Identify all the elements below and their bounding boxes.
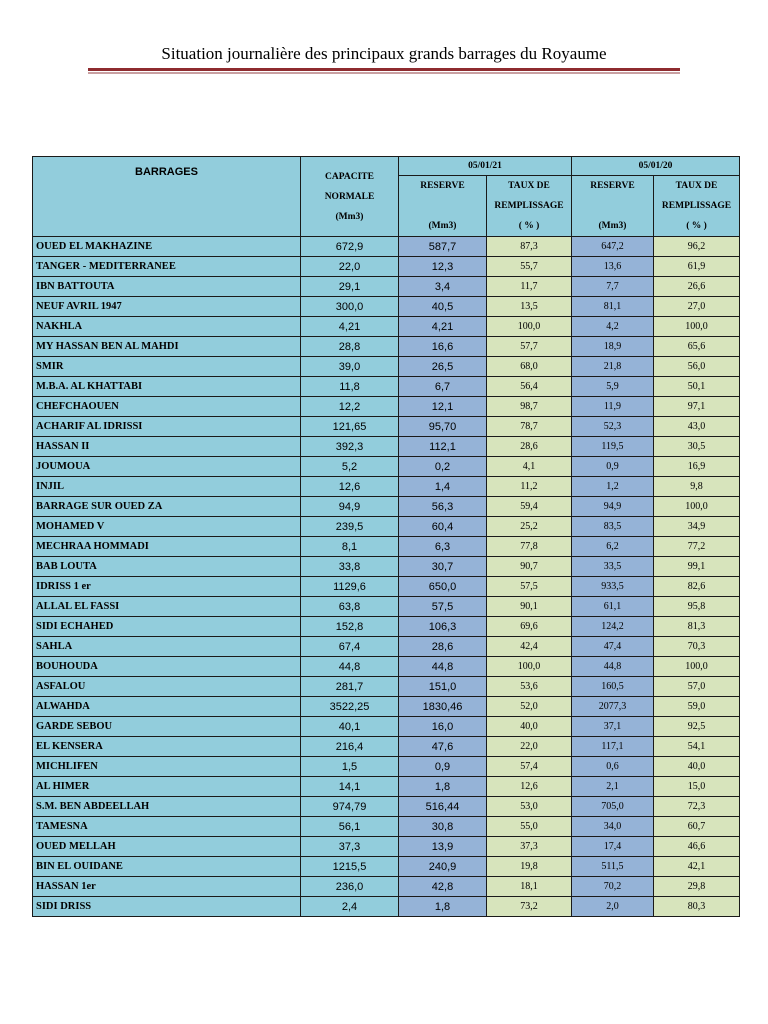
header-row-dates [33,157,740,176]
table-row [33,617,740,637]
reserve-2021-cell: 0,2 [399,457,487,477]
dam-name: MY HASSAN BEN AL MAHDI [33,337,301,357]
taux-2020-cell: 26,6 [654,277,740,297]
taux-header-line3: ( % ) [686,221,707,231]
capacity-header-line1: CAPACITE [325,171,374,182]
title-underline-shadow [88,72,680,74]
dam-name: ASFALOU [33,677,301,697]
capacity-cell: 29,1 [301,277,399,297]
reserve-2020-header [572,176,654,237]
taux-header-line1: TAUX DE [508,181,550,191]
reserve-header-line1: RESERVE [590,181,635,191]
dam-name: ALLAL EL FASSI [33,597,301,617]
reserve-header-line1: RESERVE [420,181,465,191]
dam-name: HASSAN 1er [33,877,301,897]
taux-2021-cell: 77,8 [487,537,572,557]
table-row [33,877,740,897]
taux-2021-cell: 18,1 [487,877,572,897]
reserve-2020-cell: 33,5 [572,557,654,577]
table-row [33,657,740,677]
dam-name: ALWAHDA [33,697,301,717]
reserve-2021-cell: 4,21 [399,317,487,337]
taux-header-line1: TAUX DE [675,181,718,191]
reserve-2021-cell: 516,44 [399,797,487,817]
reserve-2020-cell: 83,5 [572,517,654,537]
taux-2021-cell: 87,3 [487,237,572,257]
reserve-2021-cell: 151,0 [399,677,487,697]
taux-2021-cell: 25,2 [487,517,572,537]
reserve-2021-cell: 6,3 [399,537,487,557]
taux-2020-cell: 80,3 [654,897,740,917]
table-row [33,777,740,797]
taux-2021-cell: 73,2 [487,897,572,917]
taux-2020-cell: 81,3 [654,617,740,637]
page-title: Situation journalière des principaux grands barrages du Royaume [161,44,607,63]
taux-2021-header [487,176,572,237]
dam-name: EL KENSERA [33,737,301,757]
taux-2021-cell: 11,2 [487,477,572,497]
capacity-header-line2: NORMALE [324,191,375,202]
table-row [33,757,740,777]
capacity-cell: 14,1 [301,777,399,797]
table-row [33,357,740,377]
taux-header-line2: REMPLISSAGE [494,201,564,211]
date-2020-header: 05/01/20 [572,157,740,176]
reserve-2020-cell: 6,2 [572,537,654,557]
taux-2020-cell: 70,3 [654,637,740,657]
capacity-cell: 1,5 [301,757,399,777]
reserve-2021-cell: 3,4 [399,277,487,297]
capacity-header [301,157,399,237]
reserve-2020-cell: 117,1 [572,737,654,757]
capacity-cell: 12,2 [301,397,399,417]
table-row [33,637,740,657]
capacity-cell: 1129,6 [301,577,399,597]
reserve-2020-cell: 17,4 [572,837,654,857]
reserve-2020-cell: 933,5 [572,577,654,597]
capacity-cell: 2,4 [301,897,399,917]
dam-name: S.M. BEN ABDEELLAH [33,797,301,817]
dam-name: MECHRAA HOMMADI [33,537,301,557]
reserve-2020-cell: 705,0 [572,797,654,817]
capacity-cell: 94,9 [301,497,399,517]
taux-2020-cell: 77,2 [654,537,740,557]
taux-2021-cell: 53,0 [487,797,572,817]
table-row [33,437,740,457]
taux-2020-cell: 29,8 [654,877,740,897]
taux-2021-cell: 40,0 [487,717,572,737]
taux-2021-cell: 57,4 [487,757,572,777]
reserve-2020-cell: 81,1 [572,297,654,317]
dam-name: OUED EL MAKHAZINE [33,237,301,257]
reserve-2021-cell: 240,9 [399,857,487,877]
capacity-cell: 216,4 [301,737,399,757]
reserve-2021-cell: 106,3 [399,617,487,637]
capacity-cell: 3522,25 [301,697,399,717]
taux-2021-cell: 90,1 [487,597,572,617]
capacity-cell: 44,8 [301,657,399,677]
taux-2021-cell: 100,0 [487,317,572,337]
table-row [33,837,740,857]
reserve-header-line3: (Mm3) [598,221,627,231]
reserve-header-line2 [399,196,486,216]
taux-2020-cell: 99,1 [654,557,740,577]
title-underline [88,68,680,71]
reserve-2020-cell: 44,8 [572,657,654,677]
dam-name: TANGER - MEDITERRANEE [33,257,301,277]
dam-name: IBN BATTOUTA [33,277,301,297]
reserve-2021-cell: 1,4 [399,477,487,497]
taux-2021-cell: 13,5 [487,297,572,317]
reserve-2021-cell: 42,8 [399,877,487,897]
dam-name: JOUMOUA [33,457,301,477]
reserve-2020-cell: 2077,3 [572,697,654,717]
table-row [33,537,740,557]
dam-name: HASSAN II [33,437,301,457]
taux-2020-cell: 46,6 [654,837,740,857]
table-row [33,277,740,297]
table-row [33,597,740,617]
taux-2020-cell: 82,6 [654,577,740,597]
reserve-2020-cell: 5,9 [572,377,654,397]
table-row [33,737,740,757]
date-2021-header: 05/01/21 [399,157,572,176]
reserve-2021-cell: 95,70 [399,417,487,437]
capacity-cell: 236,0 [301,877,399,897]
table-row [33,377,740,397]
taux-2021-cell: 11,7 [487,277,572,297]
taux-header-line3: ( % ) [518,221,540,231]
reserve-2021-cell: 30,7 [399,557,487,577]
table-row [33,857,740,877]
dam-name: SMIR [33,357,301,377]
reserve-2020-cell: 0,9 [572,457,654,477]
capacity-cell: 392,3 [301,437,399,457]
reserve-2020-cell: 61,1 [572,597,654,617]
reserve-2020-cell: 1,2 [572,477,654,497]
reserve-2020-cell: 4,2 [572,317,654,337]
reserve-2021-cell: 44,8 [399,657,487,677]
reserve-2020-cell: 0,6 [572,757,654,777]
taux-2021-cell: 22,0 [487,737,572,757]
taux-2020-cell: 65,6 [654,337,740,357]
taux-2021-cell: 69,6 [487,617,572,637]
reserve-2020-cell: 124,2 [572,617,654,637]
capacity-cell: 1215,5 [301,857,399,877]
reserve-header-line2 [572,196,653,216]
taux-2021-cell: 37,3 [487,837,572,857]
reserve-2021-cell: 12,3 [399,257,487,277]
taux-2021-cell: 19,8 [487,857,572,877]
taux-2020-cell: 34,9 [654,517,740,537]
table-row [33,237,740,257]
table-row [33,557,740,577]
table-row [33,457,740,477]
taux-2020-cell: 97,1 [654,397,740,417]
reserve-2021-cell: 13,9 [399,837,487,857]
capacity-cell: 152,8 [301,617,399,637]
taux-2020-cell: 100,0 [654,497,740,517]
reserve-2021-cell: 30,8 [399,817,487,837]
dam-name: ACHARIF AL IDRISSI [33,417,301,437]
taux-2021-cell: 56,4 [487,377,572,397]
reserve-2020-cell: 52,3 [572,417,654,437]
barrages-header: BARRAGES [33,157,301,237]
capacity-cell: 239,5 [301,517,399,537]
dam-name: NEUF AVRIL 1947 [33,297,301,317]
reserve-header-line3: (Mm3) [428,221,457,231]
dam-name: BARRAGE SUR OUED ZA [33,497,301,517]
dam-name: SIDI ECHAHED [33,617,301,637]
taux-2020-cell: 56,0 [654,357,740,377]
taux-2021-cell: 100,0 [487,657,572,677]
table-row [33,577,740,597]
table-row [33,257,740,277]
reserve-2021-cell: 112,1 [399,437,487,457]
reserve-2020-cell: 18,9 [572,337,654,357]
taux-2020-cell: 95,8 [654,597,740,617]
dam-name: NAKHLA [33,317,301,337]
capacity-cell: 281,7 [301,677,399,697]
reserve-2020-cell: 70,2 [572,877,654,897]
capacity-cell: 22,0 [301,257,399,277]
taux-2020-cell: 54,1 [654,737,740,757]
reserve-2021-cell: 60,4 [399,517,487,537]
dam-name: SIDI DRISS [33,897,301,917]
capacity-cell: 40,1 [301,717,399,737]
reserve-2021-cell: 28,6 [399,637,487,657]
taux-2020-cell: 43,0 [654,417,740,437]
table-row [33,397,740,417]
table-row [33,317,740,337]
taux-2020-cell: 100,0 [654,657,740,677]
capacity-cell: 28,8 [301,337,399,357]
reserve-2020-cell: 34,0 [572,817,654,837]
capacity-cell: 4,21 [301,317,399,337]
taux-2021-cell: 57,5 [487,577,572,597]
reserve-2021-cell: 26,5 [399,357,487,377]
taux-2020-cell: 61,9 [654,257,740,277]
taux-2021-cell: 12,6 [487,777,572,797]
dam-name: MOHAMED V [33,517,301,537]
reserve-2021-cell: 6,7 [399,377,487,397]
reserve-2020-cell: 7,7 [572,277,654,297]
taux-2020-cell: 9,8 [654,477,740,497]
taux-2021-cell: 59,4 [487,497,572,517]
reserve-2020-cell: 11,9 [572,397,654,417]
dam-name: CHEFCHAOUEN [33,397,301,417]
table-row [33,697,740,717]
capacity-cell: 37,3 [301,837,399,857]
table-row [33,817,740,837]
dam-name: MICHLIFEN [33,757,301,777]
taux-2020-cell: 96,2 [654,237,740,257]
taux-2021-cell: 42,4 [487,637,572,657]
taux-2021-cell: 90,7 [487,557,572,577]
reserve-2021-cell: 47,6 [399,737,487,757]
table-row [33,297,740,317]
capacity-cell: 672,9 [301,237,399,257]
table-row [33,517,740,537]
taux-2020-cell: 27,0 [654,297,740,317]
reserve-2021-cell: 16,0 [399,717,487,737]
capacity-header-line3: (Mm3) [335,211,364,222]
dam-name: SAHLA [33,637,301,657]
reserve-2020-cell: 160,5 [572,677,654,697]
taux-2020-cell: 92,5 [654,717,740,737]
reserve-2021-cell: 650,0 [399,577,487,597]
dam-name: BOUHOUDA [33,657,301,677]
taux-2021-cell: 78,7 [487,417,572,437]
taux-2021-cell: 55,7 [487,257,572,277]
dam-name: BIN EL OUIDANE [33,857,301,877]
dam-name: GARDE SEBOU [33,717,301,737]
reserve-2020-cell: 2,0 [572,897,654,917]
capacity-cell: 63,8 [301,597,399,617]
dam-name: OUED MELLAH [33,837,301,857]
dam-name: AL HIMER [33,777,301,797]
reserve-2021-cell: 57,5 [399,597,487,617]
reserve-2020-cell: 13,6 [572,257,654,277]
taux-2021-cell: 4,1 [487,457,572,477]
taux-2020-cell: 60,7 [654,817,740,837]
reserve-2021-cell: 1,8 [399,897,487,917]
table-row [33,497,740,517]
reserve-2021-cell: 12,1 [399,397,487,417]
taux-2020-header [654,176,740,237]
reserve-2020-cell: 511,5 [572,857,654,877]
capacity-cell: 33,8 [301,557,399,577]
reserve-2021-cell: 1830,46 [399,697,487,717]
taux-2021-cell: 68,0 [487,357,572,377]
capacity-cell: 39,0 [301,357,399,377]
table-row [33,677,740,697]
reserve-2021-cell: 40,5 [399,297,487,317]
capacity-cell: 11,8 [301,377,399,397]
taux-2020-cell: 72,3 [654,797,740,817]
taux-2020-cell: 15,0 [654,777,740,797]
reserve-2020-cell: 47,4 [572,637,654,657]
table-row [33,897,740,917]
dam-name: TAMESNA [33,817,301,837]
dam-name: INJIL [33,477,301,497]
table-row [33,417,740,437]
table-row [33,477,740,497]
reserve-2020-cell: 37,1 [572,717,654,737]
taux-2020-cell: 57,0 [654,677,740,697]
reserve-2020-cell: 119,5 [572,437,654,457]
capacity-cell: 974,79 [301,797,399,817]
taux-2020-cell: 42,1 [654,857,740,877]
capacity-cell: 56,1 [301,817,399,837]
taux-header-line2: REMPLISSAGE [661,201,732,211]
taux-2020-cell: 30,5 [654,437,740,457]
taux-2020-cell: 100,0 [654,317,740,337]
table-row [33,337,740,357]
reserve-2021-cell: 587,7 [399,237,487,257]
reserve-2021-cell: 16,6 [399,337,487,357]
taux-2021-cell: 57,7 [487,337,572,357]
reserve-2020-cell: 2,1 [572,777,654,797]
reserve-2021-header [399,176,487,237]
capacity-cell: 300,0 [301,297,399,317]
taux-2021-cell: 53,6 [487,677,572,697]
taux-2020-cell: 59,0 [654,697,740,717]
dam-name: M.B.A. AL KHATTABI [33,377,301,397]
table-row [33,797,740,817]
taux-2021-cell: 52,0 [487,697,572,717]
capacity-cell: 67,4 [301,637,399,657]
taux-2020-cell: 16,9 [654,457,740,477]
taux-2021-cell: 98,7 [487,397,572,417]
taux-2020-cell: 40,0 [654,757,740,777]
taux-2020-cell: 50,1 [654,377,740,397]
dam-name: BAB LOUTA [33,557,301,577]
taux-2021-cell: 28,6 [487,437,572,457]
dams-table [32,156,740,917]
reserve-2020-cell: 647,2 [572,237,654,257]
taux-2021-cell: 55,0 [487,817,572,837]
dam-name: IDRISS 1 er [33,577,301,597]
capacity-cell: 5,2 [301,457,399,477]
reserve-2020-cell: 21,8 [572,357,654,377]
capacity-cell: 121,65 [301,417,399,437]
dams-table-body [33,237,740,917]
table-row [33,717,740,737]
reserve-2021-cell: 56,3 [399,497,487,517]
reserve-2021-cell: 0,9 [399,757,487,777]
reserve-2021-cell: 1,8 [399,777,487,797]
reserve-2020-cell: 94,9 [572,497,654,517]
capacity-cell: 12,6 [301,477,399,497]
capacity-cell: 8,1 [301,537,399,557]
